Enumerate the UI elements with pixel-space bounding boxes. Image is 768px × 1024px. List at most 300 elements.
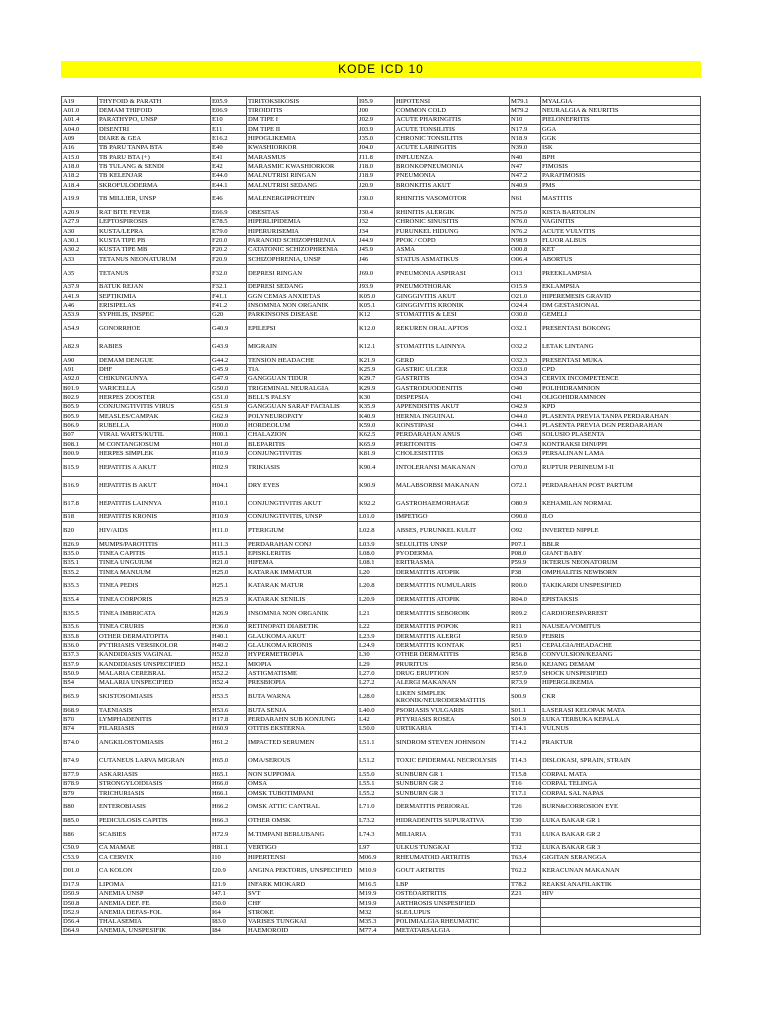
- cell-diagnosis-col3: PYODERMA: [394, 549, 509, 557]
- cell-diagnosis-col2: SCHIZOPHRENIA, UNSP: [246, 255, 357, 263]
- cell-diagnosis-col1: DISENTRI: [97, 125, 210, 133]
- table-row: [61, 705, 701, 714]
- cell-code-col2: H60.9: [210, 725, 246, 733]
- cell-diagnosis-col3: CHRONIC TONSILITIS: [394, 134, 509, 142]
- cell-diagnosis-col4: RUPTUR PERINEUM I-II: [540, 459, 701, 476]
- cell-code-col4: O15.9: [509, 283, 540, 291]
- cell-code-col3: L27.2: [357, 679, 394, 687]
- cell-diagnosis-col1: HERPES ZOOSTER: [97, 393, 210, 401]
- cell-diagnosis-col3: SUNBURN GR 2: [394, 780, 509, 788]
- cell-diagnosis-col1: RUBELLA: [97, 421, 210, 429]
- cell-diagnosis-col2: OMSA: [246, 780, 357, 788]
- cell-diagnosis-col2: DM TIPE II: [246, 125, 357, 133]
- cell-diagnosis-col2: CATATONIC SCHIZOPHRENIA: [246, 246, 357, 254]
- cell-code-col1: B35.5: [61, 605, 97, 622]
- table-row: [61, 548, 701, 557]
- cell-diagnosis-col4: ABORTUS: [540, 255, 701, 263]
- cell-code-col1: A18.2: [61, 172, 97, 180]
- cell-diagnosis-col4: SOLUSIO PLASENTA: [540, 431, 701, 439]
- cell-diagnosis-col1: OTHER DERMATOPITA: [97, 632, 210, 640]
- cell-diagnosis-col3: DERMATITIS ATOPIK: [394, 595, 509, 603]
- cell-diagnosis-col4: KONTRAKSI DINI/PPI: [540, 440, 701, 448]
- cell-code-col4: Z21: [509, 890, 540, 898]
- cell-diagnosis-col2: MARASMUS: [246, 153, 357, 161]
- cell-code-col2: G51.9: [210, 403, 246, 411]
- cell-diagnosis-col2: HIFEMA: [246, 559, 357, 567]
- cell-code-col3: K05.0: [357, 292, 394, 300]
- cell-diagnosis-col4: ILO: [540, 513, 701, 521]
- cell-code-col3: L71.0: [357, 798, 394, 815]
- cell-code-col3: K12.1: [357, 338, 394, 355]
- cell-code-col4: R11: [509, 623, 540, 631]
- cell-code-col2: G44.2: [210, 356, 246, 364]
- cell-diagnosis-col1: TETANUS NEONATURUM: [97, 255, 210, 263]
- cell-diagnosis-col2: GLAUKOMA AKUT: [246, 632, 357, 640]
- cell-diagnosis-col4: OLIGOHIDRAMNION: [540, 393, 701, 401]
- cell-diagnosis-col3: INFLUENZA: [394, 153, 509, 161]
- cell-diagnosis-col3: GERD: [394, 356, 509, 364]
- cell-code-col2: H00.0: [210, 421, 246, 429]
- cell-diagnosis-col2: TRIKIASIS: [246, 459, 357, 476]
- cell-code-col3: L08.1: [357, 559, 394, 567]
- cell-code-col3: J11.8: [357, 153, 394, 161]
- cell-diagnosis-col3: HIPOTENSI: [394, 97, 509, 105]
- cell-diagnosis-col1: SCABIES: [97, 826, 210, 843]
- table-row: [61, 235, 701, 244]
- cell-code-col2: H66.3: [210, 816, 246, 824]
- cell-diagnosis-col3: ARTHROSIS UNSPESIFIED: [394, 899, 509, 907]
- table-row: [61, 264, 701, 282]
- table-row: [61, 594, 701, 603]
- cell-code-col2: F41.2: [210, 301, 246, 309]
- table-row: [61, 668, 701, 677]
- table-row: [61, 430, 701, 439]
- table-row: [61, 576, 701, 594]
- cell-code-col2: H25.1: [210, 577, 246, 594]
- cell-code-col1: A37.9: [61, 283, 97, 291]
- cell-diagnosis-col3: FURUNKEL HIDUNG: [394, 227, 509, 235]
- cell-diagnosis-col4: HIV: [540, 890, 701, 898]
- cell-code-col4: N76.0: [509, 218, 540, 226]
- cell-diagnosis-col4: IKTERUS NEONATORUM: [540, 559, 701, 567]
- cell-code-col1: A18.0: [61, 162, 97, 170]
- table-row: [61, 861, 701, 879]
- cell-code-col4: [509, 908, 540, 916]
- cell-code-col1: B74.9: [61, 752, 97, 769]
- cell-diagnosis-col2: OBESITAS: [246, 208, 357, 216]
- cell-code-col2: F20.9: [210, 255, 246, 263]
- cell-code-col4: O40: [509, 384, 540, 392]
- cell-code-col3: J32: [357, 218, 394, 226]
- cell-diagnosis-col1: TINEA PEDIS: [97, 577, 210, 594]
- cell-diagnosis-col3: PPOK / COPD: [394, 236, 509, 244]
- cell-diagnosis-col1: RABIES: [97, 338, 210, 355]
- cell-code-col4: P59.9: [509, 559, 540, 567]
- cell-diagnosis-col3: REKUREN ORAL APTOS: [394, 320, 509, 337]
- cell-code-col3: L42: [357, 715, 394, 723]
- cell-code-col1: B02.9: [61, 393, 97, 401]
- cell-code-col2: H02.9: [210, 459, 246, 476]
- cell-diagnosis-col3: ACUTE TONSILITIS: [394, 125, 509, 133]
- cell-code-col4: O32.1: [509, 320, 540, 337]
- cell-code-col2: H36.0: [210, 623, 246, 631]
- cell-diagnosis-col4: FEBRIS: [540, 632, 701, 640]
- cell-code-col1: B01.9: [61, 384, 97, 392]
- cell-diagnosis-col2: EPILEPSI: [246, 320, 357, 337]
- cell-diagnosis-col2: OMSK ATTIC CANTRAL: [246, 798, 357, 815]
- cell-diagnosis-col2: DEPRESI SEDANG: [246, 283, 357, 291]
- cell-diagnosis-col4: DISLOKASI, SPRAIN, STRAIN: [540, 752, 701, 769]
- cell-code-col1: A20.9: [61, 208, 97, 216]
- cell-code-col3: J18.0: [357, 162, 394, 170]
- cell-code-col2: H40.1: [210, 632, 246, 640]
- cell-code-col1: A91: [61, 365, 97, 373]
- table-row: [61, 879, 701, 888]
- cell-diagnosis-col3: IMPETIGO: [394, 513, 509, 521]
- cell-code-col4: T78.2: [509, 880, 540, 888]
- cell-diagnosis-col4: [540, 908, 701, 916]
- cell-code-col3: K59.0: [357, 421, 394, 429]
- cell-code-col2: G40.9: [210, 320, 246, 337]
- cell-code-col2: F20.2: [210, 246, 246, 254]
- cell-diagnosis-col3: DERMATITIS NUMULARIS: [394, 577, 509, 594]
- cell-diagnosis-col4: LETAK LINTANG: [540, 338, 701, 355]
- cell-diagnosis-col1: TB MILLIER, UNSP: [97, 190, 210, 207]
- cell-code-col4: O44.1: [509, 421, 540, 429]
- table-row: [61, 733, 701, 751]
- cell-code-col1: A90: [61, 356, 97, 364]
- cell-code-col1: B08.1: [61, 440, 97, 448]
- cell-diagnosis-col4: GIANT BABY: [540, 549, 701, 557]
- cell-diagnosis-col2: TENSION HEADACHE: [246, 356, 357, 364]
- cell-diagnosis-col3: SELULITIS UNSP: [394, 540, 509, 548]
- cell-code-col4: O47.9: [509, 440, 540, 448]
- cell-diagnosis-col1: KANDIDIASIS VAGINAL: [97, 651, 210, 659]
- icd-code-table: [61, 96, 701, 935]
- cell-code-col1: B20: [61, 522, 97, 539]
- cell-code-col1: B50.9: [61, 669, 97, 677]
- cell-code-col2: I50.0: [210, 899, 246, 907]
- cell-code-col3: K21.9: [357, 356, 394, 364]
- cell-code-col4: R73.9: [509, 679, 540, 687]
- cell-code-col2: E78.5: [210, 218, 246, 226]
- cell-code-col3: K90.9: [357, 477, 394, 494]
- cell-code-col4: M79.1: [509, 97, 540, 105]
- cell-diagnosis-col1: HEPATITIS KRONIS: [97, 513, 210, 521]
- cell-code-col2: F41.1: [210, 292, 246, 300]
- cell-diagnosis-col4: FLUOR ALBUS: [540, 236, 701, 244]
- table-row: [61, 659, 701, 668]
- cell-diagnosis-col4: PERSALINAN LAMA: [540, 449, 701, 457]
- cell-code-col3: L24.9: [357, 641, 394, 649]
- cell-diagnosis-col4: CORPAL TELINGA: [540, 780, 701, 788]
- cell-diagnosis-col2: CONJUNGTIVITIS: [246, 449, 357, 457]
- cell-diagnosis-col4: CERVIX INCOMPETENCE: [540, 375, 701, 383]
- cell-code-col4: T16: [509, 780, 540, 788]
- cell-code-col1: B06.9: [61, 421, 97, 429]
- cell-diagnosis-col2: NON SUPPOMA: [246, 770, 357, 778]
- cell-diagnosis-col1: DEMAM DENGUE: [97, 356, 210, 364]
- cell-code-col2: I47.1: [210, 890, 246, 898]
- cell-code-col2: H04.1: [210, 477, 246, 494]
- cell-code-col2: H53.6: [210, 706, 246, 714]
- cell-code-col2: H40.2: [210, 641, 246, 649]
- cell-diagnosis-col3: GINGGIVITIS KRONIK: [394, 301, 509, 309]
- cell-diagnosis-col4: KET: [540, 246, 701, 254]
- cell-code-col4: T62.2: [509, 862, 540, 879]
- cell-diagnosis-col2: TIA: [246, 365, 357, 373]
- cell-diagnosis-col1: DHF: [97, 365, 210, 373]
- cell-code-col2: H65.0: [210, 752, 246, 769]
- cell-diagnosis-col1: LIPOMA: [97, 880, 210, 888]
- cell-code-col4: O33.0: [509, 365, 540, 373]
- cell-code-col1: B37.3: [61, 651, 97, 659]
- table-row: [61, 161, 701, 170]
- cell-diagnosis-col3: SUNBURN GR 1: [394, 770, 509, 778]
- cell-code-col3: L50.0: [357, 725, 394, 733]
- cell-code-col2: I83.0: [210, 918, 246, 926]
- cell-diagnosis-col3: PNEUMOTHORAK: [394, 283, 509, 291]
- cell-code-col4: R00.0: [509, 577, 540, 594]
- cell-code-col2: E10: [210, 116, 246, 124]
- table-row: [61, 558, 701, 567]
- cell-diagnosis-col1: MALARIA CEREBRAL: [97, 669, 210, 677]
- cell-code-col3: J35.0: [357, 134, 394, 142]
- cell-code-col4: N40: [509, 153, 540, 161]
- cell-diagnosis-col3: METATARSALGIA: [394, 927, 509, 934]
- table-row: [61, 917, 701, 926]
- cell-code-col3: L27.0: [357, 669, 394, 677]
- cell-diagnosis-col3: BRONKOPNEUMONIA: [394, 162, 509, 170]
- cell-code-col2: F32.0: [210, 265, 246, 282]
- table-row: [61, 889, 701, 898]
- cell-diagnosis-col1: MEASLES/CAMPAK: [97, 412, 210, 420]
- cell-code-col1: D01.0: [61, 862, 97, 879]
- cell-diagnosis-col4: GIGITAN SERANGGA: [540, 853, 701, 861]
- cell-code-col2: H66.2: [210, 798, 246, 815]
- cell-code-col1: B79: [61, 789, 97, 797]
- cell-code-col2: E79.0: [210, 227, 246, 235]
- cell-code-col1: A92.0: [61, 375, 97, 383]
- cell-diagnosis-col1: TB PARU TANPA BTA: [97, 144, 210, 152]
- cell-diagnosis-col4: [540, 899, 701, 907]
- cell-diagnosis-col3: ACUTE PHARINGITIS: [394, 116, 509, 124]
- cell-diagnosis-col3: PNEUMONIA: [394, 172, 509, 180]
- cell-diagnosis-col3: DRUG ERUPTION: [394, 669, 509, 677]
- cell-code-col1: B74: [61, 725, 97, 733]
- cell-code-col3: L23.9: [357, 632, 394, 640]
- cell-code-col1: A15.0: [61, 153, 97, 161]
- cell-code-col3: K25.9: [357, 365, 394, 373]
- table-row: [61, 402, 701, 411]
- cell-diagnosis-col2: CHALAZION: [246, 431, 357, 439]
- cell-code-col2: H66.0: [210, 780, 246, 788]
- cell-diagnosis-col2: VERTIGO: [246, 844, 357, 852]
- cell-code-col3: J04.0: [357, 144, 394, 152]
- cell-code-col1: B85.0: [61, 816, 97, 824]
- cell-diagnosis-col2: HORDEOLUM: [246, 421, 357, 429]
- cell-code-col1: B16.9: [61, 477, 97, 494]
- cell-code-col2: E06.9: [210, 106, 246, 114]
- cell-diagnosis-col3: PERDARAHAN ANUS: [394, 431, 509, 439]
- cell-code-col1: A04.0: [61, 125, 97, 133]
- cell-diagnosis-col2: HIPERURISEMIA: [246, 227, 357, 235]
- cell-diagnosis-col4: PMS: [540, 181, 701, 189]
- cell-diagnosis-col2: PTERIGIUM: [246, 522, 357, 539]
- cell-diagnosis-col2: GGN CEMAS ANXIETAS: [246, 292, 357, 300]
- cell-code-col4: O90.0: [509, 513, 540, 521]
- cell-code-col1: A09: [61, 134, 97, 142]
- cell-code-col3: K90.4: [357, 459, 394, 476]
- cell-code-col1: A82.9: [61, 338, 97, 355]
- cell-diagnosis-col3: STATUS ASMATIKUS: [394, 255, 509, 263]
- cell-code-col4: S00.9: [509, 688, 540, 705]
- cell-diagnosis-col3: STOMATITIS & LESI: [394, 311, 509, 319]
- cell-diagnosis-col1: FILARIASIS: [97, 725, 210, 733]
- cell-code-col1: B54: [61, 679, 97, 687]
- cell-diagnosis-col4: MYALGIA: [540, 97, 701, 105]
- cell-diagnosis-col4: CPD: [540, 365, 701, 373]
- cell-diagnosis-col2: MIOPIA: [246, 660, 357, 668]
- cell-diagnosis-col3: DERMATITIS PERIORAL: [394, 798, 509, 815]
- cell-code-col3: J02.9: [357, 116, 394, 124]
- cell-code-col3: L21: [357, 605, 394, 622]
- cell-diagnosis-col3: ALERGI MAKANAN: [394, 679, 509, 687]
- cell-code-col1: B86: [61, 826, 97, 843]
- cell-code-col4: O06.4: [509, 255, 540, 263]
- cell-code-col3: L55.2: [357, 789, 394, 797]
- cell-code-col2: H65.1: [210, 770, 246, 778]
- cell-code-col3: K12: [357, 311, 394, 319]
- cell-diagnosis-col2: KATARAK SENILIS: [246, 595, 357, 603]
- table-row: [61, 769, 701, 778]
- cell-diagnosis-col1: THALASEMIA: [97, 918, 210, 926]
- cell-diagnosis-col4: PERDARAHAN POST PARTUM: [540, 477, 701, 494]
- cell-code-col3: K62.5: [357, 431, 394, 439]
- cell-diagnosis-col3: PSORIASIS VULGARIS: [394, 706, 509, 714]
- cell-diagnosis-col1: TRICHURIASIS: [97, 789, 210, 797]
- cell-diagnosis-col3: PITYRIASIS ROSEA: [394, 715, 509, 723]
- cell-code-col4: O34.3: [509, 375, 540, 383]
- cell-code-col3: J44.9: [357, 236, 394, 244]
- cell-diagnosis-col2: GANGGUAN TIDUR: [246, 375, 357, 383]
- cell-code-col1: B00.9: [61, 449, 97, 457]
- cell-diagnosis-col1: TB KELENJAR: [97, 172, 210, 180]
- cell-code-col2: H52.0: [210, 651, 246, 659]
- cell-diagnosis-col4: CONVULSION/KEJANG: [540, 651, 701, 659]
- table-row: [61, 383, 701, 392]
- cell-code-col3: K65.9: [357, 440, 394, 448]
- cell-diagnosis-col3: LIKEN SIMPLEK KRONIK/NEURODERMATITIS: [394, 688, 509, 705]
- cell-diagnosis-col1: PEDICULOSIS CAPITIS: [97, 816, 210, 824]
- cell-diagnosis-col1: DEMAM THIFOID: [97, 106, 210, 114]
- cell-code-col1: B77.9: [61, 770, 97, 778]
- table-row: [61, 907, 701, 916]
- cell-diagnosis-col2: HIPERLIPIDEMIA: [246, 218, 357, 226]
- cell-diagnosis-col4: CARDIORESPARREST: [540, 605, 701, 622]
- cell-diagnosis-col4: REAKSI ANAFILAKTIK: [540, 880, 701, 888]
- cell-diagnosis-col4: BURN&CORROSION EYE: [540, 798, 701, 815]
- cell-code-col4: R50.9: [509, 632, 540, 640]
- cell-diagnosis-col2: MALENERGIPROTEIN: [246, 190, 357, 207]
- cell-code-col1: B80: [61, 798, 97, 815]
- table-row: [61, 898, 701, 907]
- cell-diagnosis-col3: POLIMIALGIA RHEUMATIC: [394, 918, 509, 926]
- cell-code-col2: H72.9: [210, 826, 246, 843]
- cell-code-col3: J34: [357, 227, 394, 235]
- cell-code-col4: O30.0: [509, 311, 540, 319]
- cell-code-col1: A30: [61, 227, 97, 235]
- cell-code-col2: G45.9: [210, 365, 246, 373]
- table-row: [61, 143, 701, 152]
- cell-code-col1: A30.1: [61, 236, 97, 244]
- cell-diagnosis-col3: ABSES, FURUNKEL KULIT: [394, 522, 509, 539]
- cell-diagnosis-col2: GANGGUAN SARAF FACIALIS: [246, 403, 357, 411]
- table-row: [61, 282, 701, 291]
- cell-code-col1: B70: [61, 715, 97, 723]
- cell-diagnosis-col2: CONJUNGTIVITIS, UNSP: [246, 513, 357, 521]
- cell-code-col4: S01.9: [509, 715, 540, 723]
- cell-code-col4: T31: [509, 826, 540, 843]
- cell-diagnosis-col3: ASMA: [394, 246, 509, 254]
- table-row: [61, 245, 701, 254]
- cell-code-col4: R56.8: [509, 651, 540, 659]
- cell-diagnosis-col2: STROKE: [246, 908, 357, 916]
- cell-diagnosis-col1: HEPATITIS LAINNYA: [97, 495, 210, 512]
- cell-diagnosis-col4: MASTITIS: [540, 190, 701, 207]
- cell-code-col3: L20.9: [357, 595, 394, 603]
- cell-code-col1: A16: [61, 144, 97, 152]
- cell-code-col3: K12.0: [357, 320, 394, 337]
- cell-diagnosis-col2: M.TIMPANI BERLUBANG: [246, 826, 357, 843]
- cell-diagnosis-col4: KISTA BARTOLIN: [540, 208, 701, 216]
- cell-code-col3: K35.9: [357, 403, 394, 411]
- cell-code-col2: E42: [210, 162, 246, 170]
- cell-code-col2: I10: [210, 853, 246, 861]
- cell-code-col1: B17.8: [61, 495, 97, 512]
- cell-code-col4: T30: [509, 816, 540, 824]
- table-row: [61, 420, 701, 429]
- cell-code-col3: M06.9: [357, 853, 394, 861]
- cell-diagnosis-col4: HIPERGLIKEMIA: [540, 679, 701, 687]
- cell-diagnosis-col4: CEPALGIA/HEADACHE: [540, 641, 701, 649]
- cell-diagnosis-col1: CA CERVIX: [97, 853, 210, 861]
- cell-diagnosis-col3: KONSTIPASI: [394, 421, 509, 429]
- cell-diagnosis-col2: INSOMNIA NON ORGANIK: [246, 301, 357, 309]
- cell-diagnosis-col2: PARKINSONS DISEASE: [246, 311, 357, 319]
- cell-diagnosis-col2: CONJUNGTIVITIS AKUT: [246, 495, 357, 512]
- cell-diagnosis-col1: THYFOID & PARATH: [97, 97, 210, 105]
- cell-code-col4: O32.2: [509, 338, 540, 355]
- cell-diagnosis-col2: BUTA WARNA: [246, 688, 357, 705]
- cell-diagnosis-col2: TRIGEMINAL NEURALGIA: [246, 384, 357, 392]
- cell-diagnosis-col3: DERMATITIS POPOK: [394, 623, 509, 631]
- table-row: [61, 815, 701, 824]
- cell-code-col3: J46: [357, 255, 394, 263]
- cell-diagnosis-col2: OTHER OMSK: [246, 816, 357, 824]
- cell-code-col3: K81.9: [357, 449, 394, 457]
- cell-code-col1: B35.0: [61, 549, 97, 557]
- cell-code-col2: E41: [210, 153, 246, 161]
- cell-diagnosis-col4: BBLR: [540, 540, 701, 548]
- cell-diagnosis-col3: URTIKARIA: [394, 725, 509, 733]
- cell-code-col2: E40: [210, 144, 246, 152]
- cell-diagnosis-col3: CHRONIC SINUSITIS: [394, 218, 509, 226]
- table-row: [61, 604, 701, 622]
- cell-code-col3: L28.0: [357, 688, 394, 705]
- cell-code-col3: J00: [357, 106, 394, 114]
- cell-code-col1: B05.9: [61, 403, 97, 411]
